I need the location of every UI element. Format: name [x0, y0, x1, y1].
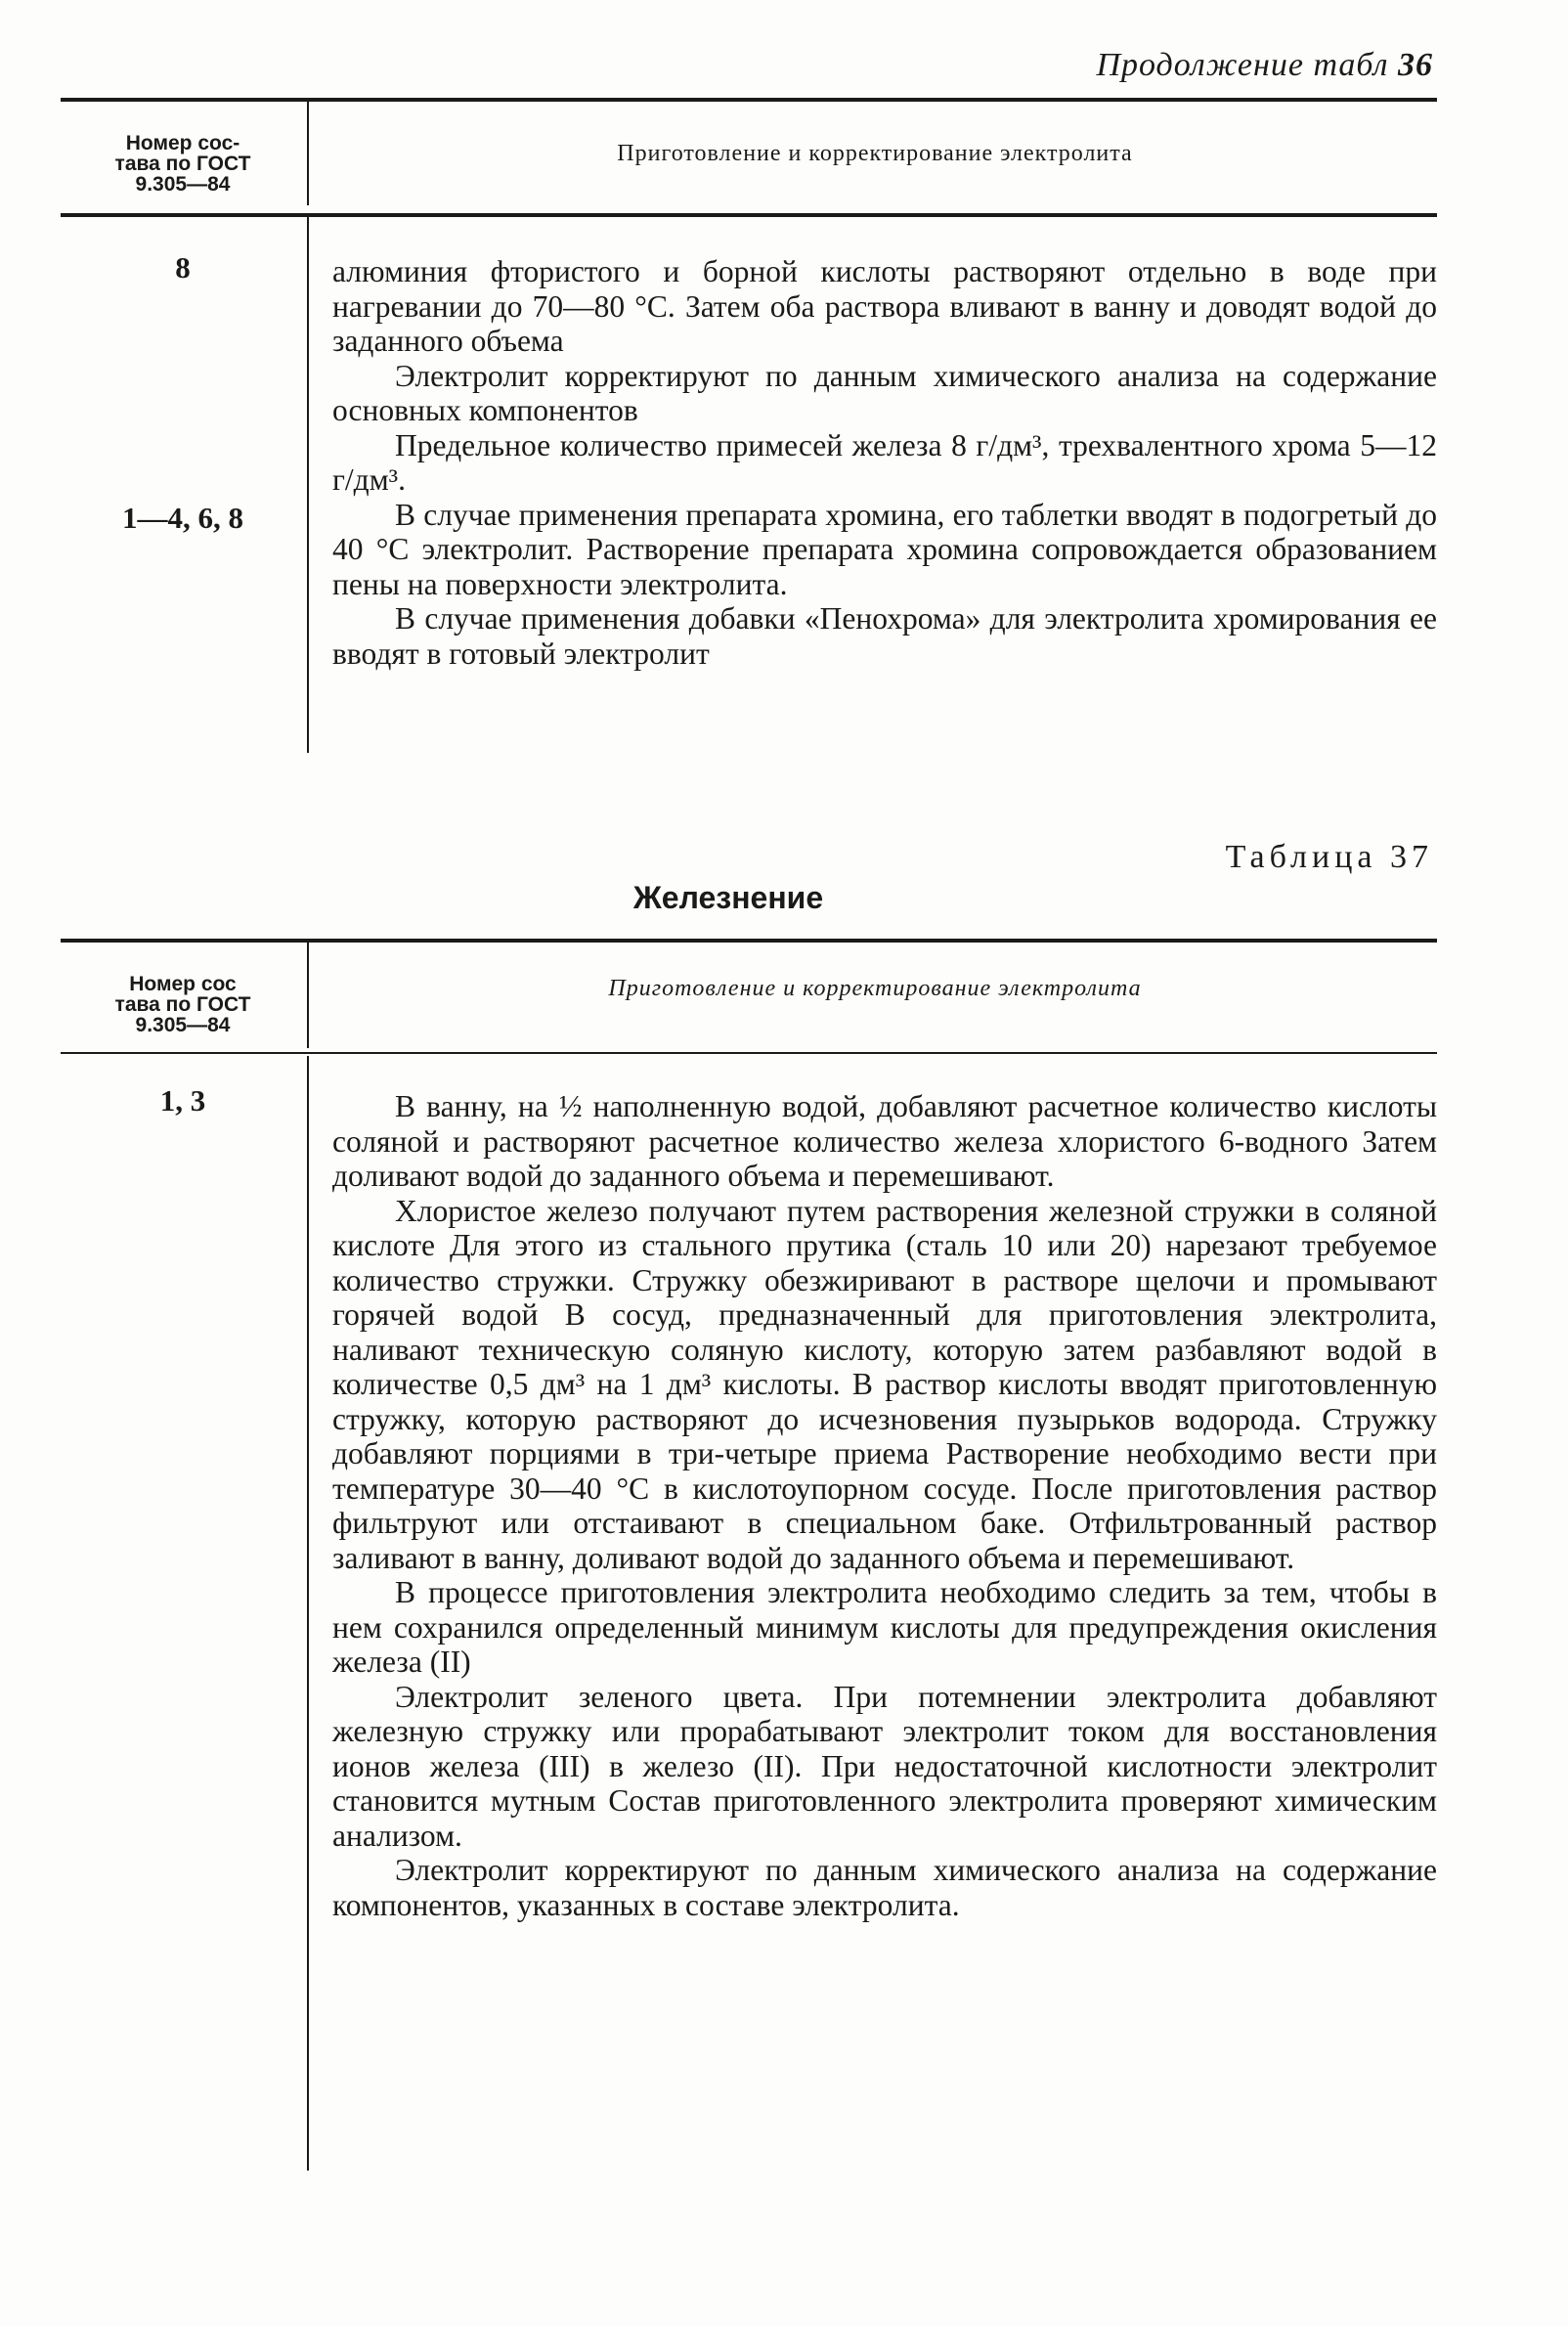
table-37-body-divider [307, 1056, 309, 2171]
paragraph: В случае применения добавки «Пенохрома» для электролита хромирования ее вводят в готовый электролит [332, 601, 1437, 671]
continuation-label: Продолжение табл [1096, 47, 1389, 83]
paragraph: Электролит корректируют по данным химического анализа на содержание компонентов, указанных в составе электролита. [332, 1853, 1437, 1922]
table-37-header-left: Номер сос тава по ГОСТ 9.305—84 [114, 973, 251, 1036]
paragraph: алюминия фтористого и борной кислоты растворяют отдельно в воде при нагревании до 70—80 °С. Затем оба раствора вливают в ванну и доводят водой до заданного объема [332, 254, 1437, 358]
paragraph: Электролит корректируют по данным химического анализа на содержание основных компонентов [332, 358, 1437, 427]
table-36-header-divider [307, 102, 309, 205]
table-36-code-row-1: 8 [175, 250, 191, 285]
table-36 [61, 98, 1437, 753]
paragraph: Предельное количество примесей железа 8 г/дм³, трехвалентного хрома 5—12 г/дм³. [332, 427, 1437, 497]
table-37-code-row-1: 1, 3 [159, 1083, 206, 1118]
table-36-header-right: Приготовление и корректирование электролита [617, 141, 1133, 166]
table-37-title: Железнение [632, 880, 824, 915]
table-37-text [332, 1089, 1437, 1922]
table-37-top-rule [61, 939, 1437, 943]
table-37 [61, 939, 1437, 2171]
continuation-title [1096, 47, 1433, 84]
paragraph: В процессе приготовления электролита необходимо следить за тем, чтобы в нем сохранился определенный минимум кислоты для предупреждения окисления железа (II) [332, 1575, 1437, 1679]
table-36-body-divider [307, 217, 309, 753]
paragraph: Хлористое железо получают путем растворения железной стружки в соляной кислоте Для этого из стального прутика (сталь 10 или 20) нарезают требуемое количество стружки. Стружку обезжиривают в растворе щелочи и промывают горячей водой В сосуд, предназначенный для приготовления электролита, наливают техническую соляную кислоту, которую затем разбавляют водой в количестве 0,5 дм³ на 1 дм³ кислоты. В раствор кислоты вводят приготовленную стружку, которую растворяют до исчезновения пузырьков водорода. Стружку добавляют порциями в три-четыре приема Растворение необходимо вести при температуре 30—40 °С в кислотоупорном сосуде. После приготовления раствор фильтруют или отстаивают в специальном баке. Отфильтрованный раствор заливают в ванну, доливают водой до заданного объема и перемешивают. [332, 1193, 1437, 1575]
table-37-header-divider [307, 943, 309, 1048]
table-36-top-rule [61, 98, 1437, 102]
table-36-text [332, 254, 1437, 671]
table-37-number: Таблица 37 [1225, 839, 1433, 875]
continuation-table-number: 36 [1398, 47, 1433, 83]
paragraph: Электролит зеленого цвета. При потемнении электролита добавляют железную стружку или прорабатывают электролит током для восстановления ионов железа (III) в железо (II). При недостаточной кислотности электролит становится мутным Состав приготовленного электролита проверяют химическим анализом. [332, 1679, 1437, 1853]
table-36-header-left: Номер сос- тава по ГОСТ 9.305—84 [114, 132, 251, 196]
paragraph: В случае применения препарата хромина, его таблетки вводят в подогретый до 40 °С электролит. Растворение препарата хромина сопровождается образованием пены на поверхности электролита. [332, 497, 1437, 601]
table-36-header-rule [61, 213, 1437, 217]
table-37-header-rule [61, 1052, 1437, 1054]
table-36-code-row-2: 1—4, 6, 8 [122, 501, 243, 535]
table-37-header-right: Приготовление и корректирование электролита [608, 976, 1142, 1001]
paragraph: В ванну, на ½ наполненную водой, добавляют расчетное количество кислоты соляной и растворяют расчетное количество железа хлористого 6-водного Затем доливают водой до заданного объема и перемешивают. [332, 1089, 1437, 1193]
